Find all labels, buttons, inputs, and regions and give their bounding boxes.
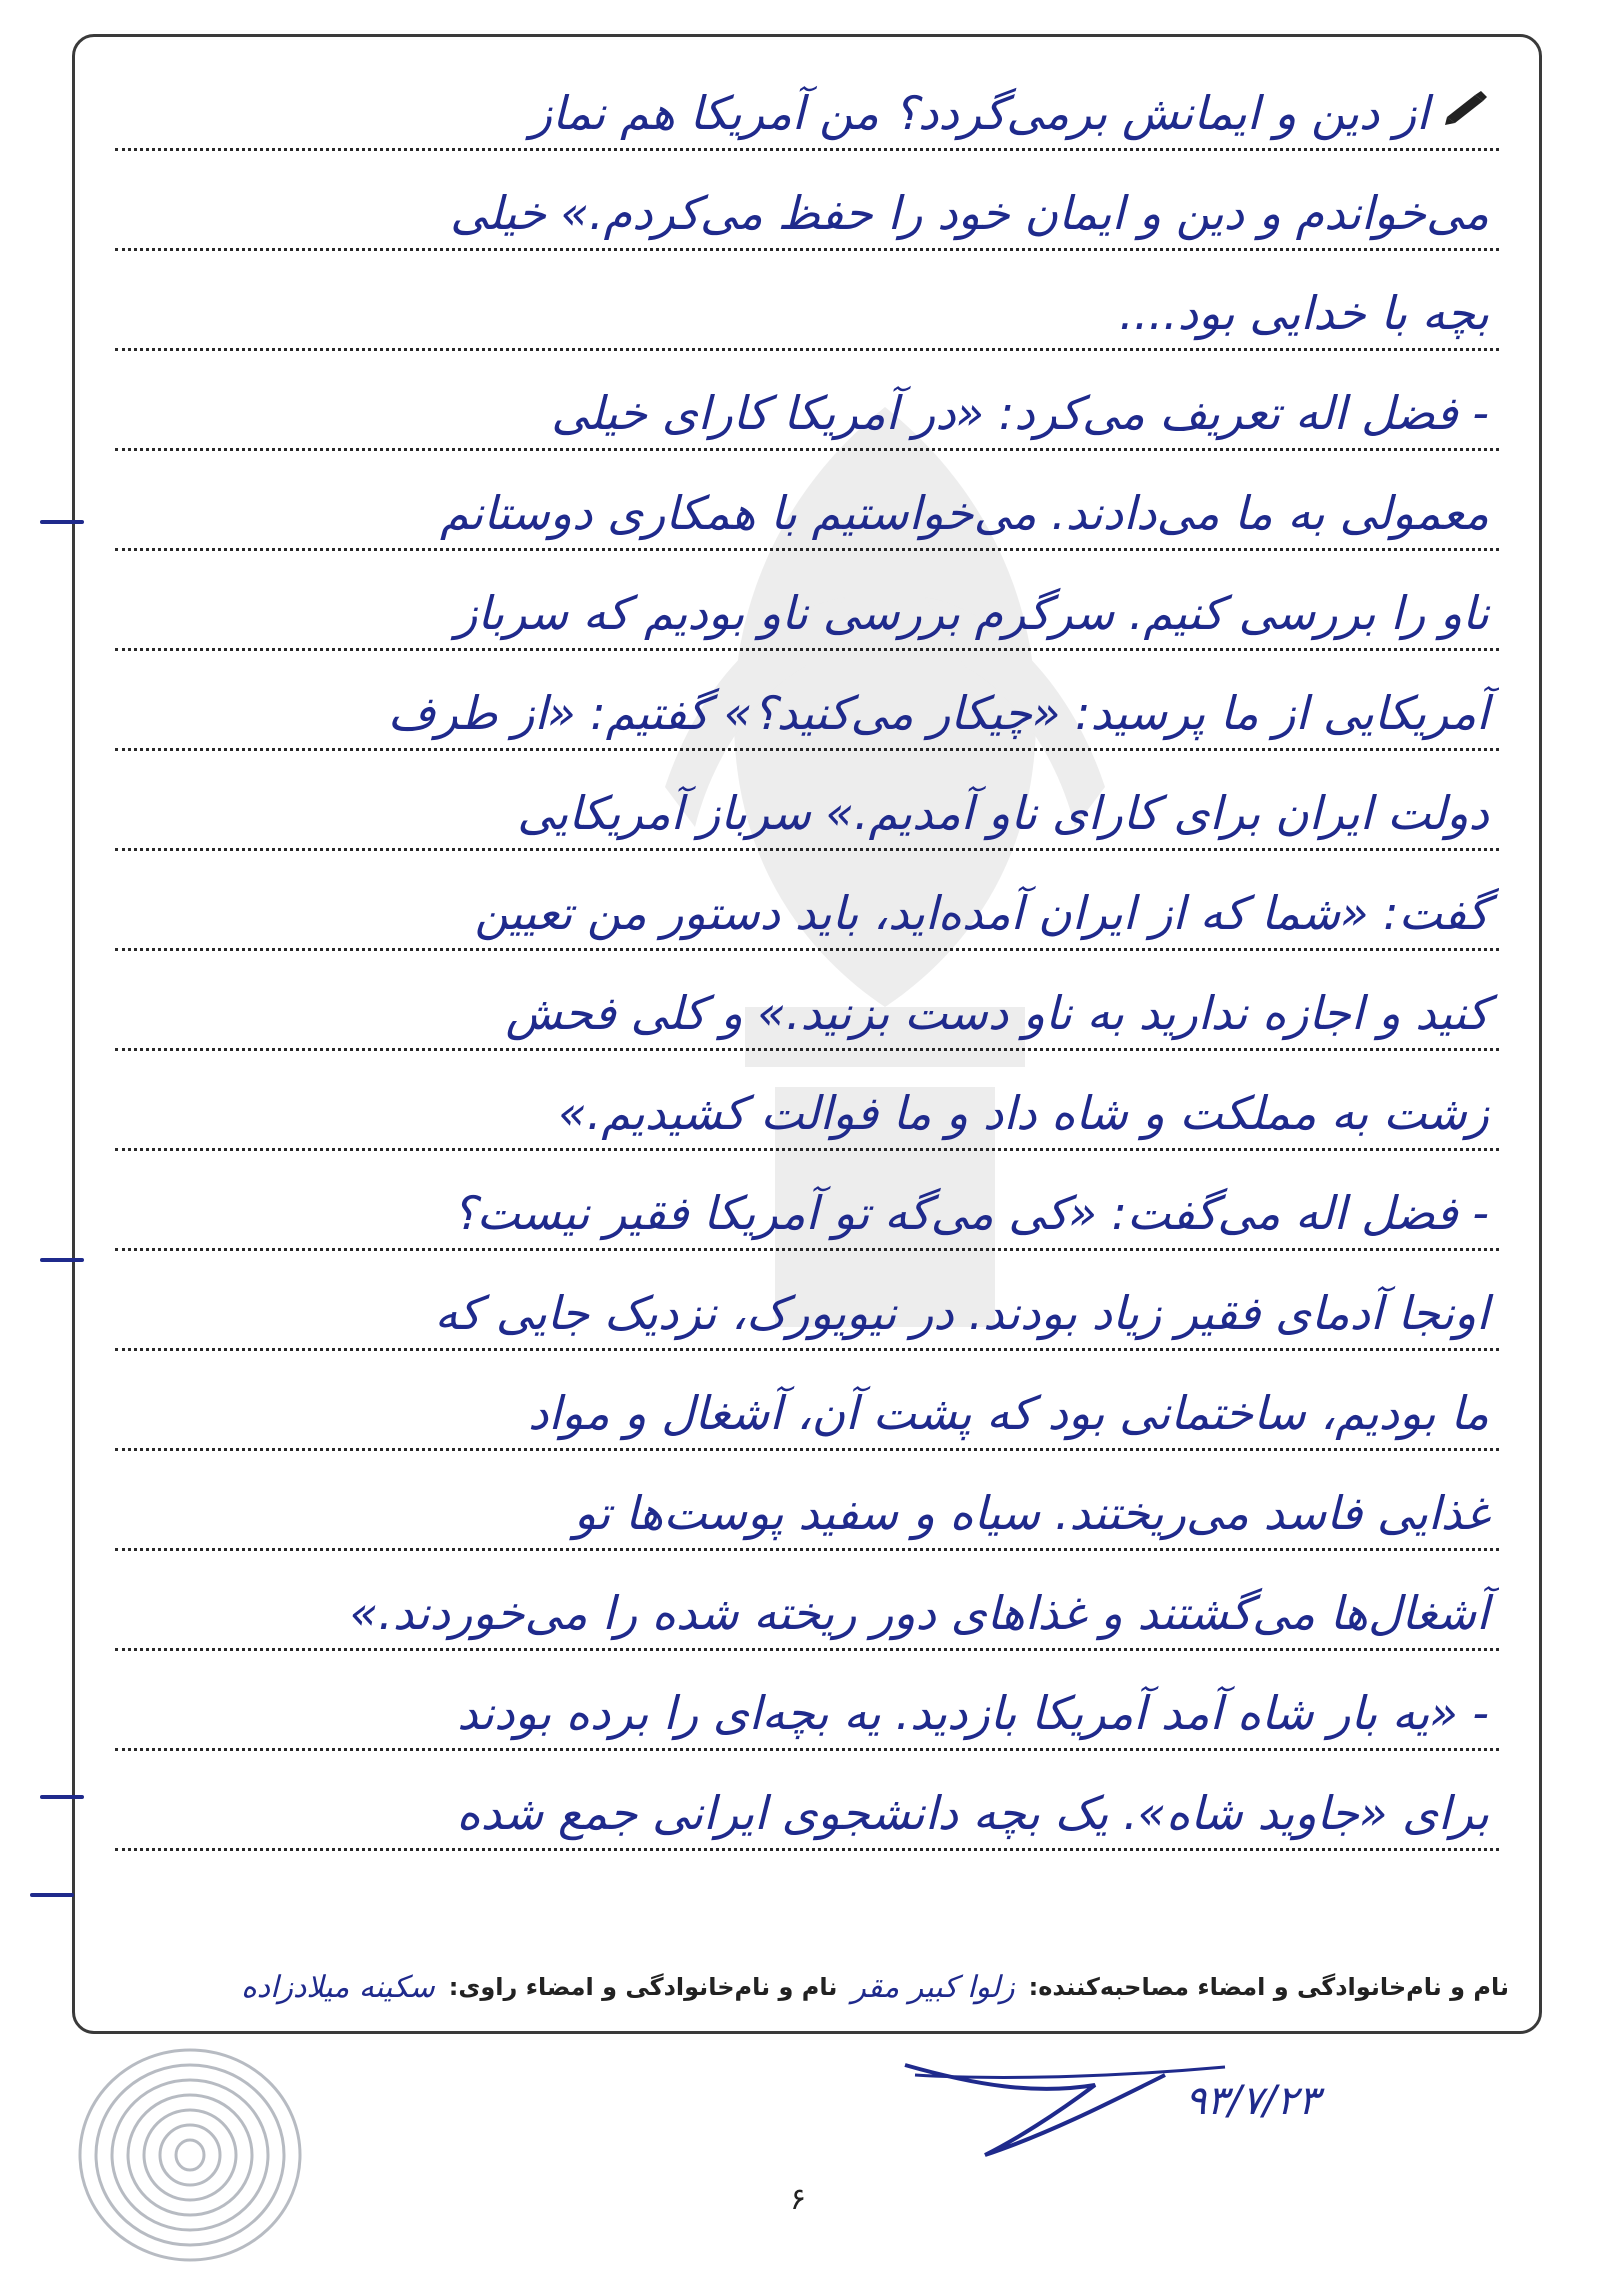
- line-text: دولت ایران برای کارای ناو آمدیم.» سرباز آمریکایی: [517, 786, 1489, 840]
- margin-dash: [40, 1795, 84, 1799]
- line-text: گفت: «شما که از ایران آمده‌اید، باید دستور من تعیین: [474, 886, 1489, 940]
- margin-dash: [40, 520, 84, 524]
- page-number: ۶: [790, 2182, 807, 2217]
- margin-dash: [30, 1893, 74, 1897]
- text-lines: [115, 37, 1499, 2031]
- line-text: می‌خواندم و دین و ایمان خود را حفظ می‌کردم.» خیلی: [450, 186, 1489, 240]
- line-text: اونجا آدمای فقیر زیاد بودند. در نیویورک، نزدیک جایی که: [434, 1286, 1489, 1340]
- text-line: [115, 51, 1499, 151]
- text-line: [115, 1451, 1499, 1551]
- line-text: - «یه بار شاه آمد آمریکا بازدید. یه بچه‌ای را برده بودند: [457, 1686, 1489, 1740]
- line-text: - فضل اله می‌گفت: «کی می‌گه تو آمریکا فقیر نیست؟: [452, 1186, 1489, 1240]
- margin-dash: [40, 1258, 84, 1262]
- text-line: [115, 1651, 1499, 1751]
- document-frame: [72, 34, 1542, 2034]
- text-line: [115, 1751, 1499, 1851]
- text-line: [115, 1551, 1499, 1651]
- line-text: برای «جاوید شاه». یک بچه دانشجوی ایرانی جمع شده: [456, 1786, 1489, 1840]
- line-text: - فضل اله تعریف می‌کرد: «در آمریکا کارای خیلی: [551, 386, 1489, 440]
- line-text: بچه با خدایی بود....: [1119, 286, 1489, 340]
- line-text: از دین و ایمانش برمی‌گردد؟ من آمریکا هم نماز: [529, 86, 1429, 140]
- text-line: [115, 1151, 1499, 1251]
- line-text: معمولی به ما می‌دادند. می‌خواستیم با همکاری دوستانم: [439, 486, 1489, 540]
- text-line: [115, 551, 1499, 651]
- line-text: ما بودیم، ساختمانی بود که پشت آن، آشغال و مواد: [527, 1386, 1489, 1440]
- interviewer-signature: زلوا کبیر مقر: [851, 1969, 1015, 2005]
- narrator-label: نام و نام‌خانوادگی و امضاء راوی:: [448, 1973, 838, 2001]
- signature-footer: [105, 1957, 1509, 2017]
- text-line: [115, 351, 1499, 451]
- text-line: [115, 651, 1499, 751]
- text-line: [115, 151, 1499, 251]
- text-line: [115, 751, 1499, 851]
- line-text: زشت به مملکت و شاه داد و ما فوالت کشیدیم.»: [558, 1086, 1489, 1140]
- signature-date: ۹۳/۷/۲۳: [1185, 2078, 1320, 2124]
- text-line: [115, 1051, 1499, 1151]
- text-line: [115, 1251, 1499, 1351]
- line-text: غذایی فاسد می‌ریختند. سیاه و سفید پوست‌ها تو: [573, 1486, 1489, 1540]
- date-signature-scribble: [895, 2045, 1415, 2165]
- line-text: آشغال‌ها می‌گشتند و غذاهای دور ریخته شده را می‌خوردند.»: [349, 1586, 1489, 1640]
- text-line: [115, 951, 1499, 1051]
- interviewer-label: نام و نام‌خانوادگی و امضاء مصاحبه‌کننده:: [1028, 1973, 1509, 2001]
- narrator-signature: سکینه میلادزاده: [241, 1969, 435, 2005]
- line-text: آمریکایی از ما پرسید: «چیکار می‌کنید؟» گفتیم: «از طرف: [387, 686, 1489, 740]
- line-text: کنید و اجازه ندارید به ناو دست بزنید.» و کلی فحش: [505, 986, 1489, 1040]
- text-line: [115, 451, 1499, 551]
- pen-icon: [1443, 87, 1491, 127]
- line-text: ناو را بررسی کنیم. سرگرم بررسی ناو بودیم که سرباز: [455, 586, 1489, 640]
- text-line: [115, 851, 1499, 951]
- text-line: [115, 1351, 1499, 1451]
- fingerprint-mark: [60, 2030, 320, 2280]
- text-line: [115, 251, 1499, 351]
